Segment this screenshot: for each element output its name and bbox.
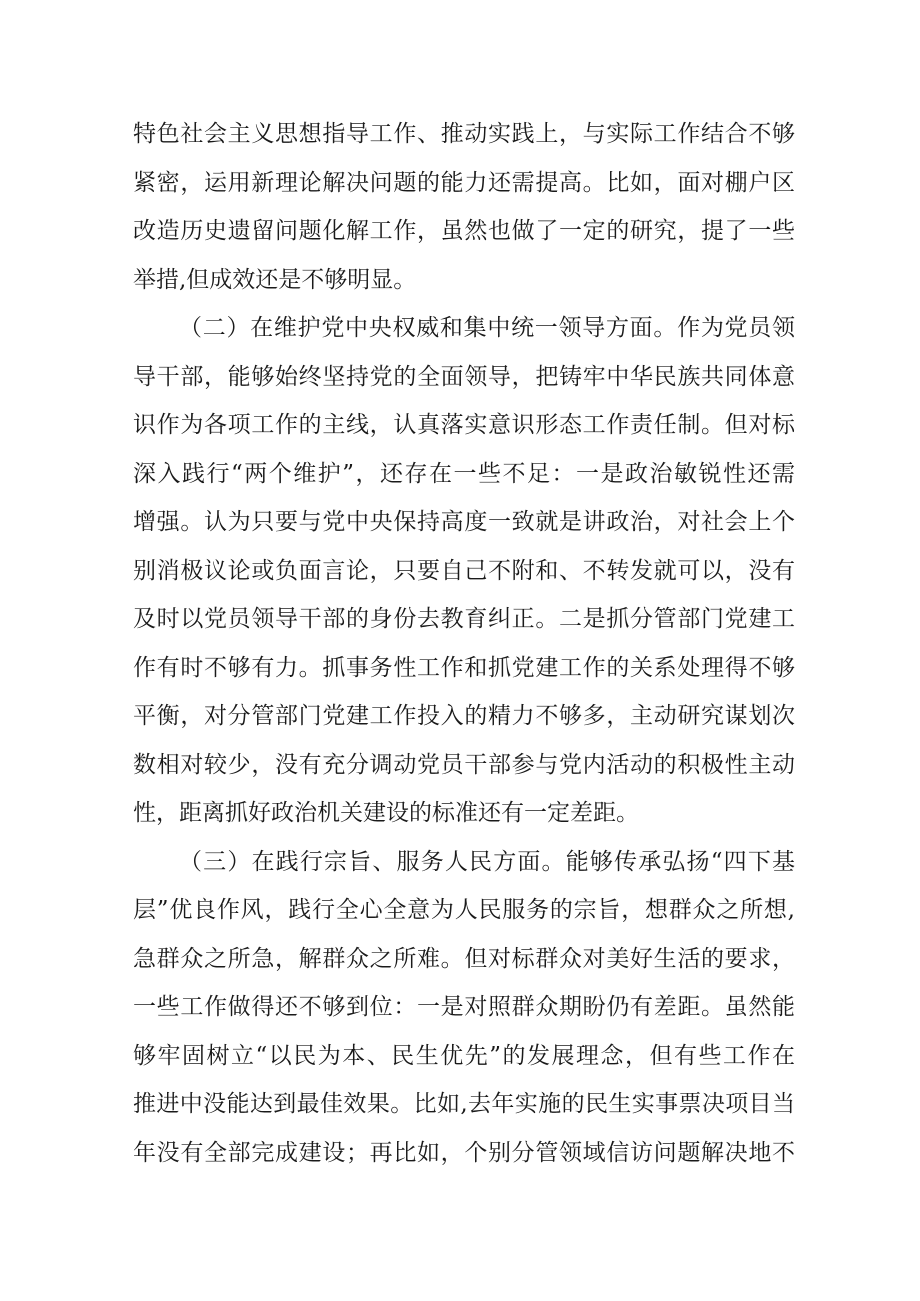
text-line: 作有时不够有力。抓事务性工作和抓党建工作的关系处理得不够 bbox=[133, 654, 795, 681]
text-line: 及时以党员领导干部的身份去教育纠正。二是抓分管部门党建工 bbox=[133, 606, 795, 632]
text-line: 数相对较少，没有充分调动党员干部参与党内活动的积极性主动 bbox=[133, 751, 795, 778]
text-line: 紧密，运用新理论解决问题的能力还需提高。比如，面对棚户区 bbox=[133, 169, 795, 196]
section-heading-line: （三）在践行宗旨、服务人民方面。能够传承弘扬“四下基 bbox=[179, 848, 795, 875]
text-line: 特色社会主义思想指导工作、推动实践上，与实际工作结合不够 bbox=[133, 121, 795, 147]
text-line: 性，距离抓好政治机关建设的标准还有一定差距。 bbox=[133, 800, 639, 826]
text-line: 一些工作做得还不够到位：一是对照群众期盼仍有差距。虽然能 bbox=[133, 994, 795, 1020]
text-line: 推进中没能达到最佳效果。比如,去年实施的民生实事票决项目当 bbox=[133, 1091, 795, 1117]
text-line: 举措,但成效还是不够明显。 bbox=[133, 266, 417, 293]
document-body bbox=[133, 110, 795, 1177]
text-line: 急群众之所急，解群众之所难。但对标群众对美好生活的要求， bbox=[133, 945, 795, 972]
text-line: 年没有全部完成建设；再比如，个别分管领域信访问题解决地不 bbox=[133, 1139, 795, 1166]
text-line: 够牢固树立“以民为本、民生优先”的发展理念，但有些工作在 bbox=[133, 1042, 795, 1069]
text-line: 识作为各项工作的主线，认真落实意识形态工作责任制。但对标 bbox=[133, 412, 795, 438]
text-line: 增强。认为只要与党中央保持高度一致就是讲政治，对社会上个 bbox=[133, 509, 795, 535]
text-line: 改造历史遗留问题化解工作，虽然也做了一定的研究，提了一些 bbox=[133, 218, 795, 244]
section-heading-line: （二）在维护党中央权威和集中统一领导方面。作为党员领 bbox=[179, 315, 795, 341]
text-line: 层”优良作风，践行全心全意为人民服务的宗旨，想群众之所想, bbox=[133, 897, 795, 923]
text-line: 导干部，能够始终坚持党的全面领导，把铸牢中华民族共同体意 bbox=[133, 363, 795, 390]
text-line: 深入践行“两个维护”，还存在一些不足：一是政治敏锐性还需 bbox=[133, 460, 795, 487]
text-line: 别消极议论或负面言论，只要自己不附和、不转发就可以，没有 bbox=[133, 557, 795, 584]
text-line: 平衡，对分管部门党建工作投入的精力不够多，主动研究谋划次 bbox=[133, 703, 795, 729]
